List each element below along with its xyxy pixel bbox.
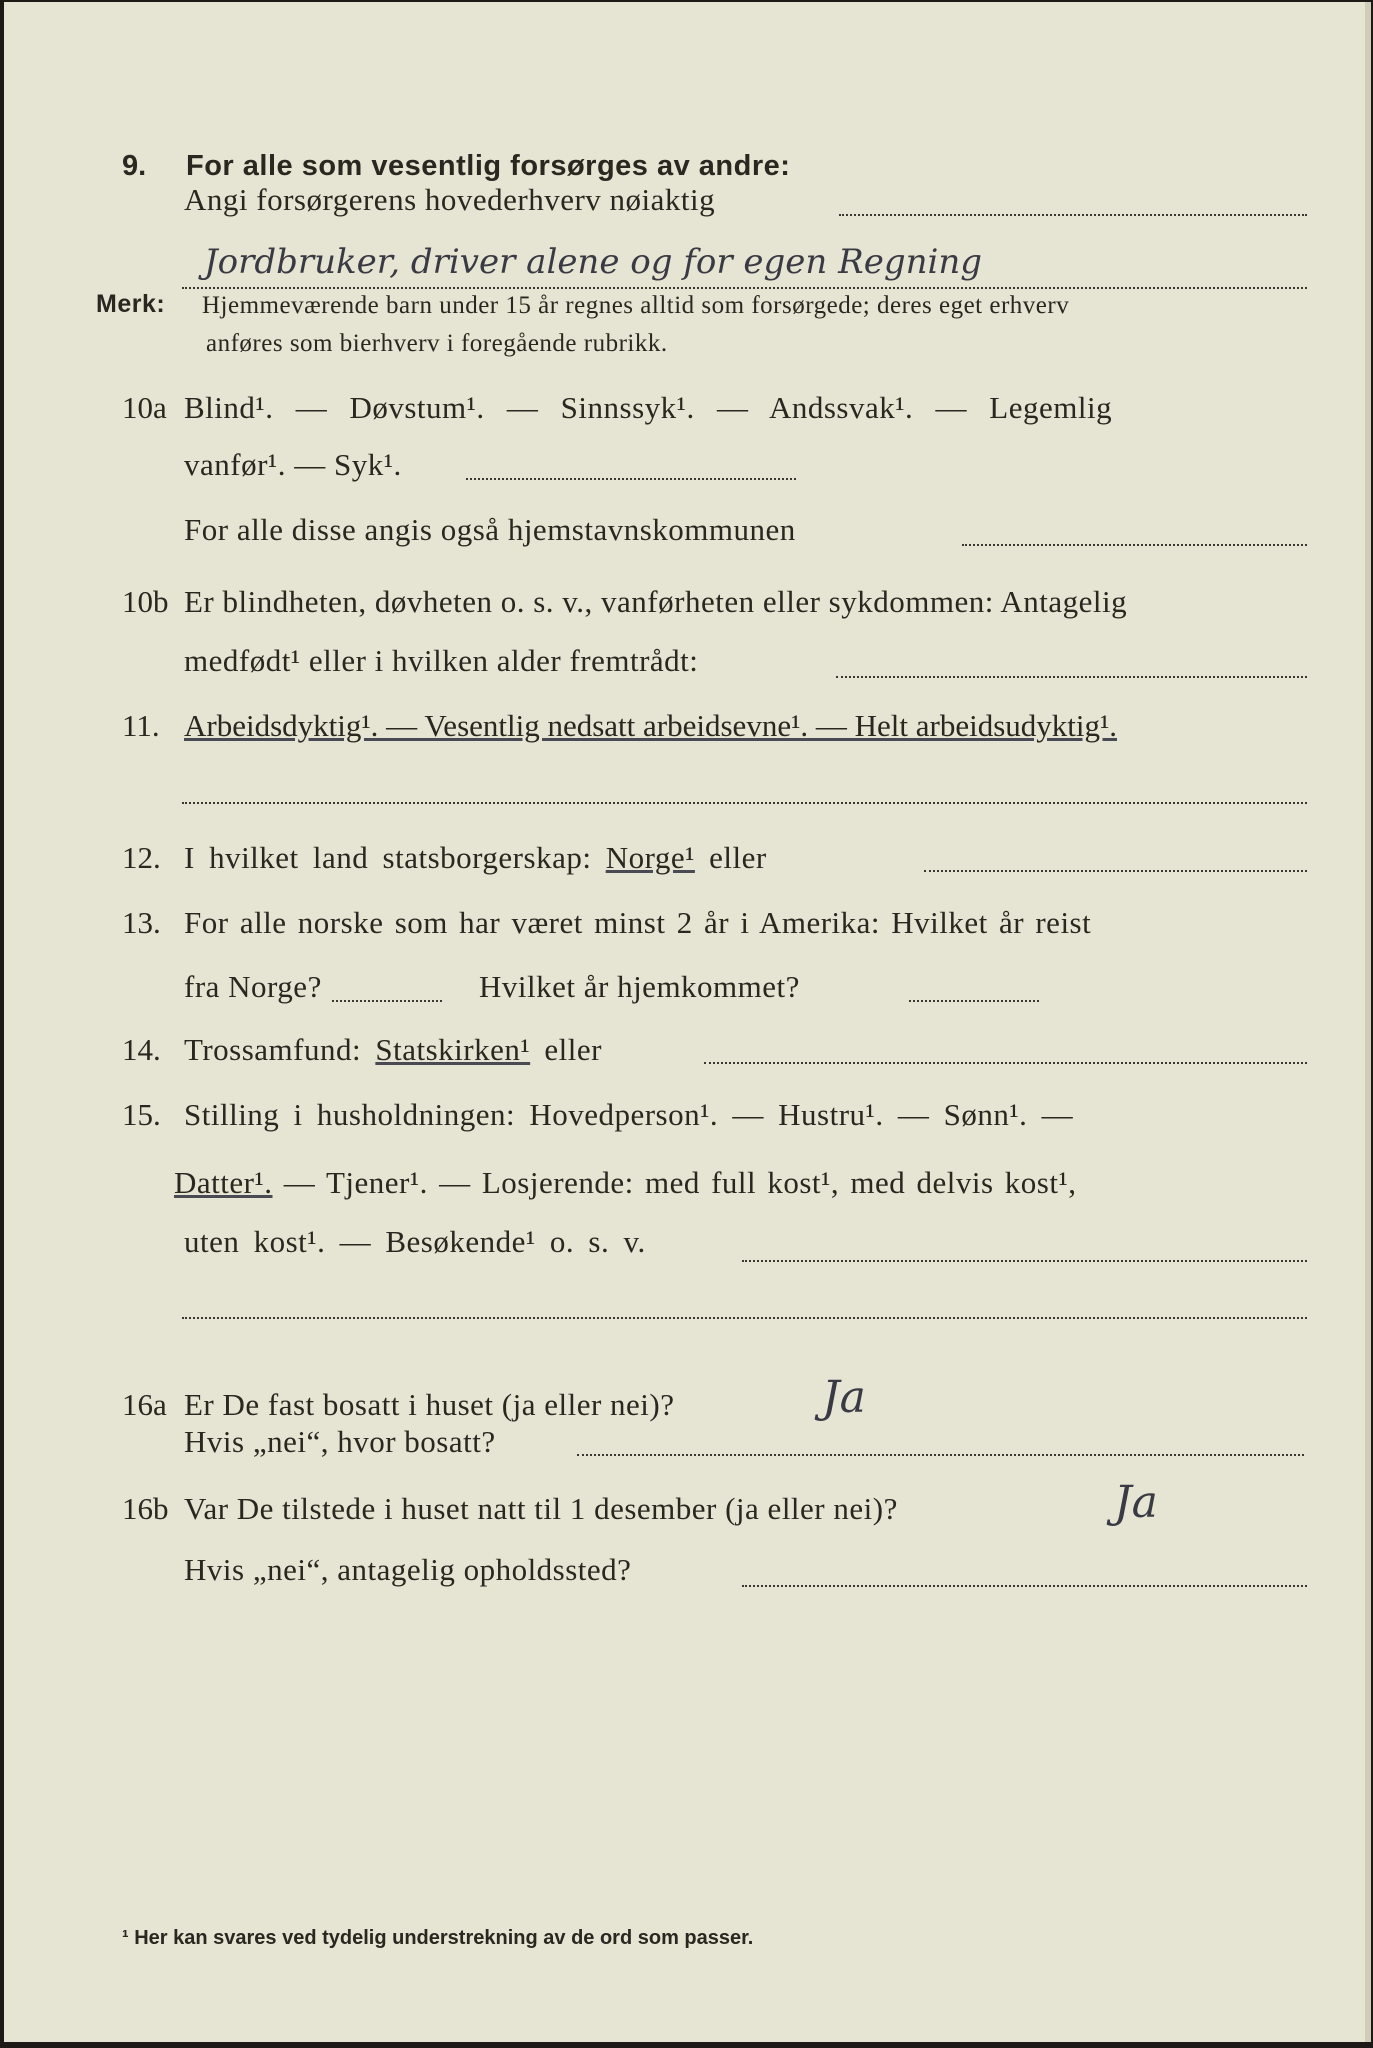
merk-line1: Hjemmeværende barn under 15 år regnes alltid som forsørgede; deres eget erhverv [202, 292, 1070, 319]
q10a-number: 10a [122, 390, 167, 425]
q16b-line1: Var De tilstede i huset natt til 1 desember (ja eller nei)? [184, 1491, 898, 1526]
q13-line2b: Hvilket år hjemkommet? [479, 969, 800, 1004]
q16b-answer: Ja [1114, 1477, 1158, 1528]
q10a-line2: vanfør¹. — Syk¹. [184, 447, 402, 482]
footnote: ¹ Her kan svares ved tydelig understrekning av de ord som passer. [122, 1927, 754, 1949]
q10b-line2: medfødt¹ eller i hvilken alder fremtrådt: [184, 643, 699, 678]
q12-or: eller [709, 840, 767, 875]
q10b-line1: Er blindheten, døvheten o. s. v., vanførheten eller sykdommen: Antagelig [184, 584, 1128, 619]
q15-line2: — Tjener¹. — Losjerende: med full kost¹, med delvis kost¹, [283, 1165, 1077, 1200]
q15-number: 15. [122, 1097, 161, 1132]
q15-line1: Stilling i husholdningen: Hovedperson¹. — Hustru¹. — Sønn¹. — [184, 1097, 1074, 1132]
q11-number: 11. [122, 708, 160, 743]
q12-selected: Norge¹ [605, 840, 695, 875]
q13-line1: For alle norske som har været minst 2 år i Amerika: Hvilket år reist [184, 905, 1092, 940]
q9-number: 9. [122, 150, 147, 182]
q9-prompt: Angi forsørgerens hovederhverv nøiaktig [184, 182, 716, 217]
merk-line2: anføres som bierhverv i foregående rubrikk. [206, 330, 668, 357]
q10a-line1: Blind¹. — Døvstum¹. — Sinnssyk¹. — Andssvak¹. — Legemlig [184, 390, 1113, 425]
q10a-line3: For alle disse angis også hjemstavnskommunen [184, 512, 796, 547]
q16a-line2: Hvis „nei“, hvor bosatt? [184, 1424, 496, 1459]
q9-title: For alle som vesentlig forsørges av andre: [186, 150, 791, 182]
q14-number: 14. [122, 1032, 161, 1067]
q15-selected: Datter¹. [174, 1165, 273, 1200]
q12-prompt: I hvilket land statsborgerskap: [184, 840, 592, 875]
census-form-page [4, 2, 1371, 2042]
q10b-number: 10b [122, 584, 169, 619]
q13-line2a: fra Norge? [184, 969, 322, 1004]
q16b-number: 16b [122, 1491, 169, 1526]
q15-line3: uten kost¹. — Besøkende¹ o. s. v. [184, 1224, 646, 1259]
q12-number: 12. [122, 840, 161, 875]
merk-label: Merk: [96, 290, 166, 318]
q16a-answer: Ja [822, 1372, 866, 1423]
q16a-line1: Er De fast bosatt i huset (ja eller nei)? [184, 1387, 675, 1422]
q14-selected: Statskirken¹ [375, 1032, 531, 1067]
q13-number: 13. [122, 905, 161, 940]
q16b-line2: Hvis „nei“, antagelig opholdssted? [184, 1552, 632, 1587]
q14-or: eller [544, 1032, 602, 1067]
q14-prompt: Trossamfund: [184, 1032, 362, 1067]
q16a-number: 16a [122, 1387, 167, 1422]
q11-text: Arbeidsdyktig¹. — Vesentlig nedsatt arbeidsevne¹. — Helt arbeidsudyktig¹. [184, 708, 1118, 743]
q9-answer: Jordbruker, driver alene og for egen Regning [204, 242, 983, 282]
